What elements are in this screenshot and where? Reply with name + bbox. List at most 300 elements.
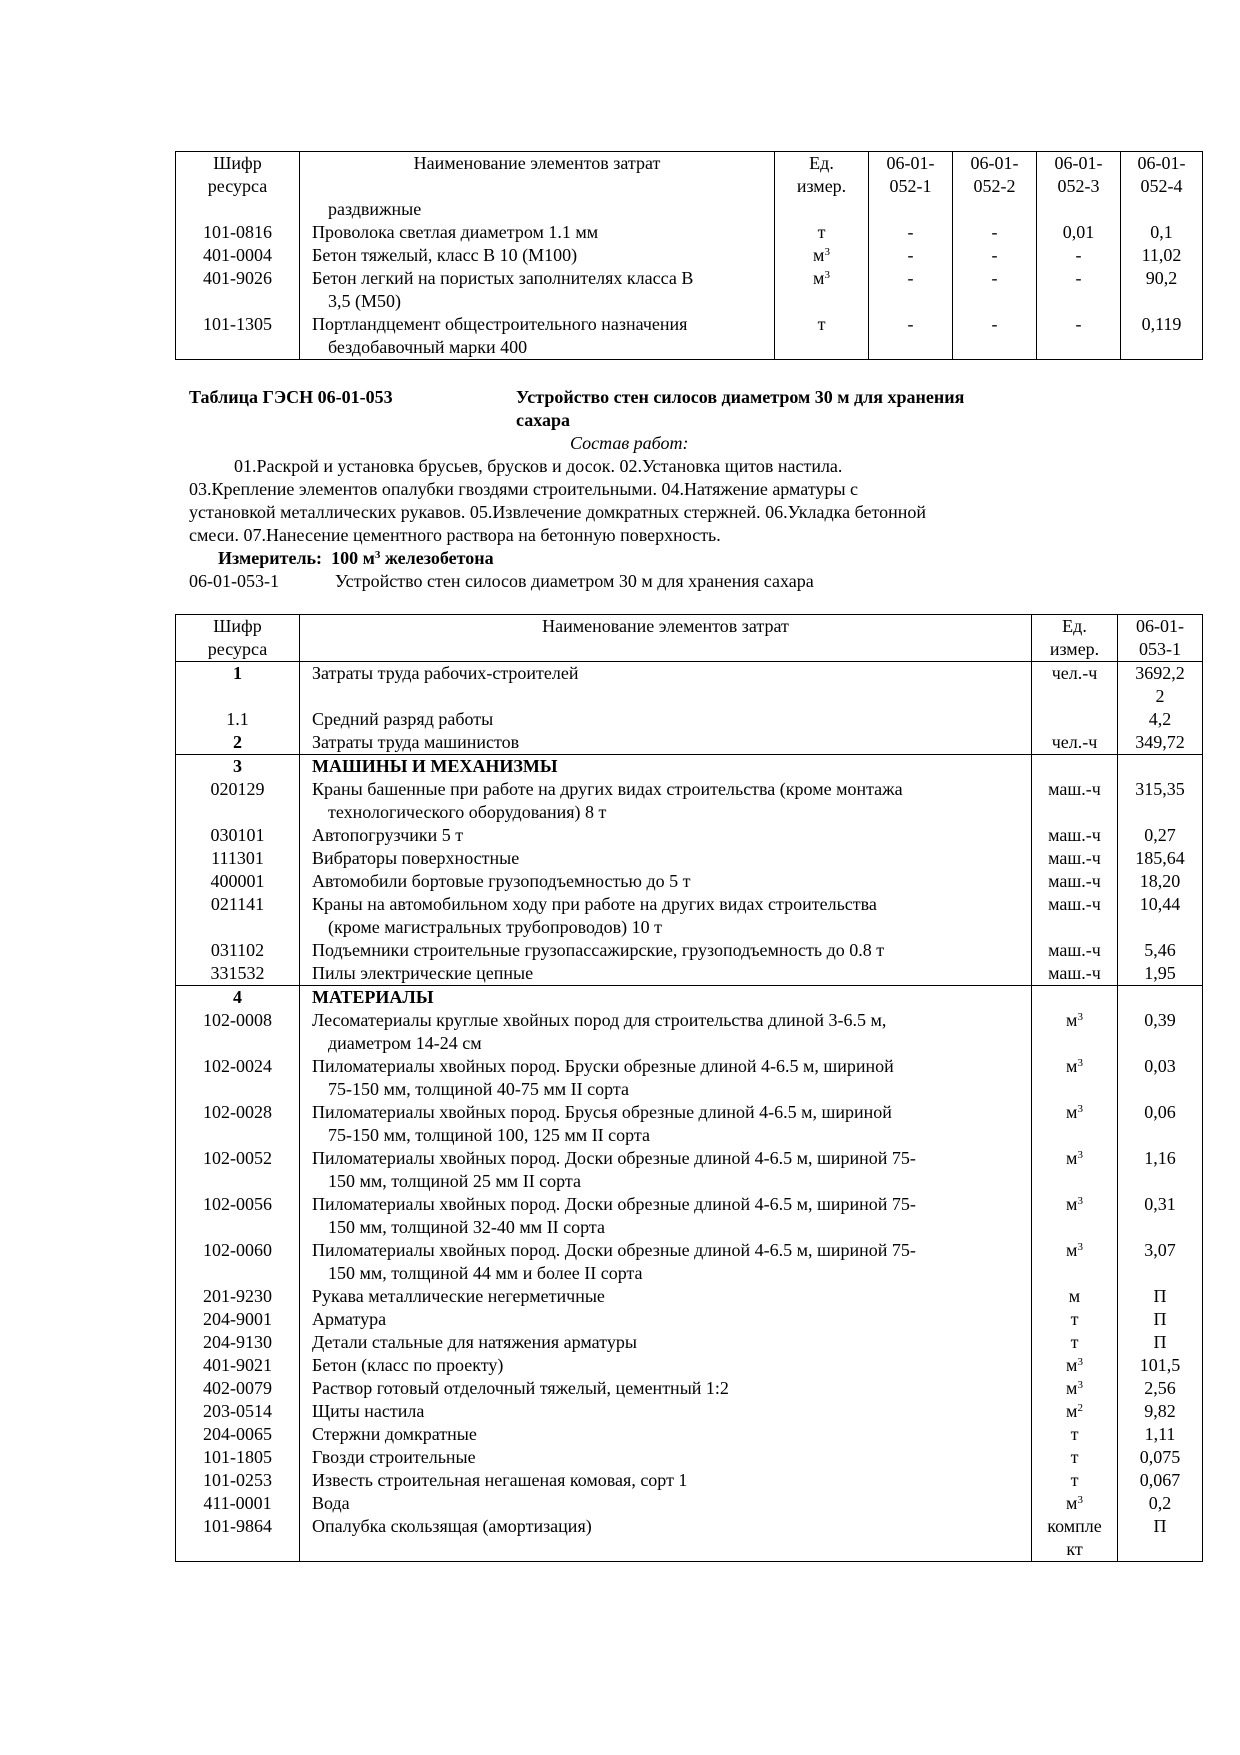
header-unit — [1032, 615, 1118, 662]
meter-sup: 3 — [374, 549, 381, 561]
cell-name-text: Подъемники строительные грузопассажирские, грузоподъемность до 0.8 т — [312, 940, 885, 960]
cell-unit — [775, 244, 869, 267]
cell-code: 101-0816 — [176, 221, 300, 244]
table-row — [176, 1469, 1203, 1492]
cell-value: - — [1037, 313, 1121, 360]
cell-unit-text: м — [813, 268, 825, 288]
cell-code: 102-0056 — [176, 1193, 300, 1239]
cell-name — [300, 893, 1032, 939]
cell-value — [1118, 1354, 1203, 1377]
cell-name-text: Известь строительная негашеная комовая, сорт 1 — [312, 1470, 688, 1490]
header-text: 06-01- — [1136, 616, 1184, 636]
cell-value: - — [953, 313, 1037, 360]
cell-code: 031102 — [176, 939, 300, 962]
cell-code: 400001 — [176, 870, 300, 893]
cell-value-text: 3692,2 — [1135, 663, 1185, 683]
cell-name — [300, 1492, 1032, 1515]
item-code: 06-01-053-1 — [189, 571, 279, 591]
cell-unit — [1032, 1423, 1118, 1446]
meter — [218, 547, 494, 570]
works-line: установкой металлических рукавов. 05.Извлечение домкратных стержней. 06.Укладка бетонной — [189, 502, 927, 522]
table-row — [176, 824, 1203, 847]
cell-value-text: П — [1153, 1309, 1167, 1329]
cell-name — [300, 1055, 1032, 1101]
cell-code: 101-9864 — [176, 1515, 300, 1562]
cell-name-text: Детали стальные для натяжения арматуры — [312, 1332, 637, 1352]
cell-unit-text: чел.-ч — [1051, 663, 1098, 683]
table-row — [176, 1147, 1203, 1193]
header-text: 053-1 — [1139, 639, 1181, 659]
cell-name-text: Стержни домкратные — [312, 1424, 477, 1444]
cell-value-text: 18,20 — [1139, 871, 1181, 891]
header-text: ресурса — [207, 639, 268, 659]
table-row — [176, 847, 1203, 870]
cell-name-text: Вода — [312, 1493, 350, 1513]
cell-name-text: МАТЕРИАЛЫ — [312, 987, 434, 1007]
header-text: измер. — [1049, 639, 1100, 659]
table-row — [176, 1055, 1203, 1101]
cell-value-text: 1,95 — [1144, 963, 1176, 983]
cell-unit — [775, 267, 869, 313]
cell-value-text: 10,44 — [1139, 894, 1181, 914]
cell-value — [1118, 1492, 1203, 1515]
header-text: 052-2 — [973, 176, 1016, 196]
cell-value — [1118, 708, 1203, 731]
cell-unit — [1032, 1354, 1118, 1377]
table-row — [176, 755, 1203, 779]
cell-unit-text: т — [1070, 1470, 1079, 1490]
table-row — [176, 986, 1203, 1010]
cell-code: 021141 — [176, 893, 300, 939]
cell-name — [300, 1469, 1032, 1492]
cell-unit-sup: 3 — [1077, 1494, 1083, 1506]
cell-unit-sup: 3 — [1077, 1379, 1083, 1391]
cell-value-text: 5,46 — [1144, 940, 1176, 960]
cell-code: 204-9001 — [176, 1308, 300, 1331]
cell-value: - — [953, 244, 1037, 267]
cell-unit-text: компле — [1047, 1516, 1102, 1536]
cell-unit-continuation: кт — [1066, 1539, 1083, 1559]
cell-name — [300, 755, 1032, 779]
cell-unit-text: м — [1066, 1240, 1078, 1260]
cell-value — [1121, 198, 1203, 221]
table-row — [176, 1446, 1203, 1469]
cell-unit-text: т — [1070, 1332, 1079, 1352]
cell-unit-text: м — [813, 245, 825, 265]
cell-unit-text: маш.-ч — [1048, 848, 1101, 868]
cell-code: 401-9026 — [176, 267, 300, 313]
cell-value — [1118, 939, 1203, 962]
header-text: 06-01- — [886, 153, 935, 173]
cell-name-continuation: 150 мм, толщиной 44 мм и более II сорта — [328, 1263, 643, 1283]
cell-unit-sup: 3 — [1077, 1195, 1083, 1207]
header-text: Шифр — [213, 616, 262, 636]
cell-unit — [1032, 986, 1118, 1010]
cell-name — [300, 1331, 1032, 1354]
cell-name — [300, 1009, 1032, 1055]
cell-name-text: Арматура — [312, 1309, 387, 1329]
cell-unit — [1032, 893, 1118, 939]
cell-value-text: 0,2 — [1148, 1493, 1172, 1513]
header-text: ресурса — [207, 176, 268, 196]
cell-code: 102-0028 — [176, 1101, 300, 1147]
cell-value-text: 2,56 — [1144, 1378, 1176, 1398]
header-text: 052-4 — [1140, 176, 1183, 196]
table-row — [176, 221, 1203, 244]
cell-name — [300, 313, 775, 360]
header-col-1 — [1118, 615, 1203, 662]
cell-unit — [775, 313, 869, 360]
cell-value-text: 0,31 — [1144, 1194, 1176, 1214]
cell-unit — [1032, 1446, 1118, 1469]
cell-name — [300, 1308, 1032, 1331]
header-text: Ед. — [1062, 616, 1087, 636]
cell-name — [300, 962, 1032, 986]
header-text: Шифр — [213, 153, 262, 173]
cell-unit — [1032, 1009, 1118, 1055]
cell-value: - — [869, 244, 953, 267]
cell-value: - — [869, 221, 953, 244]
cell-code: 2 — [176, 731, 300, 755]
cell-value — [1118, 778, 1203, 824]
cell-value — [1118, 1308, 1203, 1331]
cell-unit-sup: 3 — [1077, 1103, 1083, 1115]
table-row — [176, 198, 1203, 221]
cell-value — [1118, 1446, 1203, 1469]
header-col-3 — [1037, 152, 1121, 199]
resource-table-06-01-052 — [175, 151, 1203, 360]
header-name — [300, 615, 1032, 662]
table-row — [176, 962, 1203, 986]
cell-value: 11,02 — [1121, 244, 1203, 267]
cell-unit-sup: 2 — [1077, 1402, 1083, 1414]
cell-unit-text: т — [817, 222, 826, 242]
cell-value-text: 0,075 — [1139, 1447, 1181, 1467]
cell-code: 411-0001 — [176, 1492, 300, 1515]
cell-name-text: Бетон легкий на пористых заполнителях класса В — [312, 268, 694, 288]
cell-unit-sup: 3 — [824, 269, 830, 281]
cell-name-continuation: 150 мм, толщиной 25 мм II сорта — [328, 1171, 582, 1191]
table-row — [176, 313, 1203, 360]
cell-name-continuation: 3,5 (М50) — [328, 291, 401, 311]
cell-unit — [1032, 1492, 1118, 1515]
table-row — [176, 870, 1203, 893]
cell-value — [1037, 198, 1121, 221]
cell-unit — [1032, 824, 1118, 847]
cell-name — [300, 1515, 1032, 1562]
table-row — [176, 1285, 1203, 1308]
cell-unit — [1032, 962, 1118, 986]
cell-unit — [1032, 1308, 1118, 1331]
table-row — [176, 1492, 1203, 1515]
cell-unit — [1032, 1515, 1118, 1562]
cell-unit — [1032, 731, 1118, 755]
cell-value-text: 0,067 — [1139, 1470, 1181, 1490]
cell-unit-text: м — [1066, 1378, 1078, 1398]
cell-unit — [1032, 1147, 1118, 1193]
cell-unit-text: чел.-ч — [1051, 732, 1098, 752]
cell-unit — [1032, 1469, 1118, 1492]
cell-name — [300, 1400, 1032, 1423]
cell-value — [1118, 731, 1203, 755]
cell-unit-text: маш.-ч — [1048, 963, 1101, 983]
cell-value-text: 349,72 — [1135, 732, 1185, 752]
cell-name-continuation: 150 мм, толщиной 32-40 мм II сорта — [328, 1217, 606, 1237]
table-row — [176, 1009, 1203, 1055]
cell-unit-text: маш.-ч — [1048, 894, 1101, 914]
cell-value — [1118, 755, 1203, 779]
table-label: Таблица ГЭСН 06-01-053 — [189, 387, 393, 407]
header-text: Ед. — [809, 153, 834, 173]
cell-unit-text: т — [1070, 1447, 1079, 1467]
cell-unit-text: м — [1066, 1493, 1078, 1513]
meter-label: Измеритель: — [218, 548, 323, 568]
header-col-4 — [1121, 152, 1203, 199]
cell-name — [300, 1147, 1032, 1193]
cell-code: 201-9230 — [176, 1285, 300, 1308]
cell-code: 102-0008 — [176, 1009, 300, 1055]
cell-name-text: Средний разряд работы — [312, 709, 494, 729]
cell-code: 401-9021 — [176, 1354, 300, 1377]
table-row — [176, 1331, 1203, 1354]
cell-name-text: Пиломатериалы хвойных пород. Доски обрезные длиной 4-6.5 м, шириной 75- — [312, 1240, 916, 1260]
table-header-row — [176, 152, 1203, 199]
cell-name — [300, 731, 1032, 755]
cell-code: 3 — [176, 755, 300, 779]
cell-value-text: 0,39 — [1144, 1010, 1176, 1030]
item-name: Устройство стен силосов диаметром 30 м для хранения сахара — [335, 571, 814, 591]
cell-code: 203-0514 — [176, 1400, 300, 1423]
cell-value — [1118, 1009, 1203, 1055]
cell-value: - — [869, 313, 953, 360]
cell-code: 204-0065 — [176, 1423, 300, 1446]
cell-value — [1118, 893, 1203, 939]
cell-name-text: Пиломатериалы хвойных пород. Доски обрезные длиной 4-6.5 м, шириной 75- — [312, 1194, 916, 1214]
cell-code: 204-9130 — [176, 1331, 300, 1354]
cell-unit-sup: 3 — [1077, 1011, 1083, 1023]
cell-name-text: МАШИНЫ И МЕХАНИЗМЫ — [312, 756, 558, 776]
cell-unit — [1032, 1331, 1118, 1354]
table-row — [176, 662, 1203, 709]
cell-name — [300, 267, 775, 313]
cell-value — [1118, 1239, 1203, 1285]
cell-value — [869, 198, 953, 221]
cell-value-continuation: 2 — [1155, 686, 1165, 706]
cell-value — [1118, 1377, 1203, 1400]
cell-value — [1118, 986, 1203, 1010]
cell-value-text: 315,35 — [1135, 779, 1185, 799]
table-row — [176, 1423, 1203, 1446]
header-text: 06-01- — [1137, 153, 1186, 173]
header-col-1 — [869, 152, 953, 199]
table-row — [176, 731, 1203, 755]
cell-name-text: Лесоматериалы круглые хвойных пород для строительства длиной 3-6.5 м, — [312, 1010, 887, 1030]
cell-code: 102-0052 — [176, 1147, 300, 1193]
cell-name-continuation: 75-150 мм, толщиной 100, 125 мм II сорта — [328, 1125, 651, 1145]
table-row — [176, 244, 1203, 267]
cell-unit — [1032, 1055, 1118, 1101]
cell-unit-text: маш.-ч — [1048, 825, 1101, 845]
cell-value-text: 4,2 — [1148, 709, 1172, 729]
cell-unit — [1032, 939, 1118, 962]
cell-name — [300, 221, 775, 244]
cell-name — [300, 1377, 1032, 1400]
cell-name-continuation: 75-150 мм, толщиной 40-75 мм II сорта — [328, 1079, 629, 1099]
cell-value: 0,119 — [1121, 313, 1203, 360]
works-description — [189, 455, 1069, 547]
cell-code: 331532 — [176, 962, 300, 986]
cell-name-text: Щиты настила — [312, 1401, 425, 1421]
cell-value-text: 0,27 — [1144, 825, 1176, 845]
cell-name-text: Автопогрузчики 5 т — [312, 825, 464, 845]
table-row — [176, 1515, 1203, 1562]
table-row — [176, 1400, 1203, 1423]
header-text: 06-01- — [970, 153, 1019, 173]
cell-value: - — [869, 267, 953, 313]
cell-value: 90,2 — [1121, 267, 1203, 313]
cell-name — [300, 847, 1032, 870]
cell-unit — [1032, 1377, 1118, 1400]
cell-value: - — [1037, 244, 1121, 267]
cell-code: 4 — [176, 986, 300, 1010]
cell-unit — [1032, 778, 1118, 824]
cell-name-text: Затраты труда рабочих-строителей — [312, 663, 579, 683]
cell-name-text: Раствор готовый отделочный тяжелый, цементный 1:2 — [312, 1378, 729, 1398]
cell-value: - — [1037, 267, 1121, 313]
cell-unit-sup: 3 — [1077, 1057, 1083, 1069]
cell-unit — [1032, 1285, 1118, 1308]
cell-name-text: Краны на автомобильном ходу при работе на других видах строительства — [312, 894, 877, 914]
cell-value — [1118, 1423, 1203, 1446]
header-text: Наименование элементов затрат — [413, 153, 661, 173]
cell-value — [1118, 847, 1203, 870]
cell-unit-text: маш.-ч — [1048, 871, 1101, 891]
cell-unit-text: м — [1066, 1148, 1078, 1168]
header-code — [176, 152, 300, 199]
cell-name-text: Бетон тяжелый, класс В 10 (М100) — [312, 245, 578, 265]
cell-unit-text: м — [1066, 1102, 1078, 1122]
cell-unit-text: т — [1070, 1424, 1079, 1444]
cell-unit — [1032, 755, 1118, 779]
cell-code: 402-0079 — [176, 1377, 300, 1400]
cell-value: 0,01 — [1037, 221, 1121, 244]
cell-unit-text: т — [817, 314, 826, 334]
table-row — [176, 1354, 1203, 1377]
cell-unit-text: м — [1066, 1010, 1078, 1030]
header-code — [176, 615, 300, 662]
cell-name-text: Пиломатериалы хвойных пород. Доски обрезные длиной 4-6.5 м, шириной 75- — [312, 1148, 916, 1168]
header-text: Наименование элементов затрат — [542, 616, 789, 636]
header-text: 06-01- — [1054, 153, 1103, 173]
cell-name-text: Бетон (класс по проекту) — [312, 1355, 504, 1375]
cell-unit — [775, 221, 869, 244]
cell-name-text: Затраты труда машинистов — [312, 732, 520, 752]
cell-unit-text: м — [1066, 1355, 1078, 1375]
cell-name — [300, 1285, 1032, 1308]
table-title — [516, 386, 1076, 432]
cell-value-text: П — [1153, 1286, 1167, 1306]
cell-name — [300, 870, 1032, 893]
cell-value: - — [953, 221, 1037, 244]
header-name — [300, 152, 775, 199]
cell-unit-sup: 3 — [1077, 1241, 1083, 1253]
cell-code: 1 — [176, 662, 300, 709]
cell-value-text: П — [1153, 1332, 1167, 1352]
cell-code: 101-0253 — [176, 1469, 300, 1492]
cell-value — [1118, 1285, 1203, 1308]
cell-name-text: Рукава металлические негерметичные — [312, 1286, 605, 1306]
cell-code: 102-0024 — [176, 1055, 300, 1101]
cell-unit-text: м — [1068, 1286, 1081, 1306]
cell-value: 0,1 — [1121, 221, 1203, 244]
cell-value-text: П — [1153, 1516, 1167, 1536]
cell-name — [300, 986, 1032, 1010]
cell-name-continuation: бездобавочный марки 400 — [328, 337, 528, 357]
cell-name — [300, 662, 1032, 709]
cell-name-continuation: раздвижные — [328, 199, 422, 219]
cell-value — [1118, 1055, 1203, 1101]
cell-value — [1118, 1400, 1203, 1423]
meter-unit: железобетона — [384, 548, 494, 568]
cell-unit-text: маш.-ч — [1048, 940, 1101, 960]
meter-value: 100 м — [331, 548, 375, 568]
cell-code: 1.1 — [176, 708, 300, 731]
cell-value — [1118, 824, 1203, 847]
cell-name-text: Проволока светлая диаметром 1.1 мм — [312, 222, 599, 242]
cell-value-text: 1,11 — [1144, 1424, 1176, 1444]
cell-value: - — [953, 267, 1037, 313]
table-row — [176, 1101, 1203, 1147]
cell-name — [300, 939, 1032, 962]
table-row — [176, 778, 1203, 824]
cell-code: 111301 — [176, 847, 300, 870]
cell-value — [1118, 1469, 1203, 1492]
cell-unit-text: м — [1066, 1401, 1078, 1421]
cell-name — [300, 1193, 1032, 1239]
cell-value-text: 3,07 — [1144, 1240, 1176, 1260]
cell-unit-sup: 3 — [1077, 1149, 1083, 1161]
cell-unit-text: м — [1066, 1194, 1078, 1214]
header-unit — [775, 152, 869, 199]
cell-code: 102-0060 — [176, 1239, 300, 1285]
cell-unit — [1032, 662, 1118, 709]
cell-value — [1118, 1101, 1203, 1147]
cell-name-text: Пиломатериалы хвойных пород. Брусья обрезные длиной 4-6.5 м, шириной — [312, 1102, 892, 1122]
cell-value-text: 0,06 — [1144, 1102, 1176, 1122]
cell-name — [300, 778, 1032, 824]
cell-name-text: Краны башенные при работе на других видах строительства (кроме монтажа — [312, 779, 903, 799]
cell-name — [300, 1446, 1032, 1469]
header-text: 052-1 — [889, 176, 932, 196]
cell-unit-text: м — [1066, 1056, 1078, 1076]
cell-value-text: 9,82 — [1144, 1401, 1176, 1421]
cell-unit-text: т — [1070, 1309, 1079, 1329]
cell-value-text: 1,16 — [1144, 1148, 1176, 1168]
header-text: 052-3 — [1057, 176, 1100, 196]
cell-name-text: Вибраторы поверхностные — [312, 848, 520, 868]
table-title-line: сахара — [516, 410, 570, 430]
works-line: 03.Крепление элементов опалубки гвоздями строительными. 04.Натяжение арматуры с — [189, 479, 859, 499]
cell-value — [1118, 662, 1203, 709]
cell-unit — [1032, 1101, 1118, 1147]
table-row — [176, 708, 1203, 731]
cell-value-text: 101,5 — [1139, 1355, 1181, 1375]
cell-name — [300, 708, 1032, 731]
cell-name — [300, 1354, 1032, 1377]
cell-code — [176, 198, 300, 221]
header-col-2 — [953, 152, 1037, 199]
cell-name — [300, 1423, 1032, 1446]
